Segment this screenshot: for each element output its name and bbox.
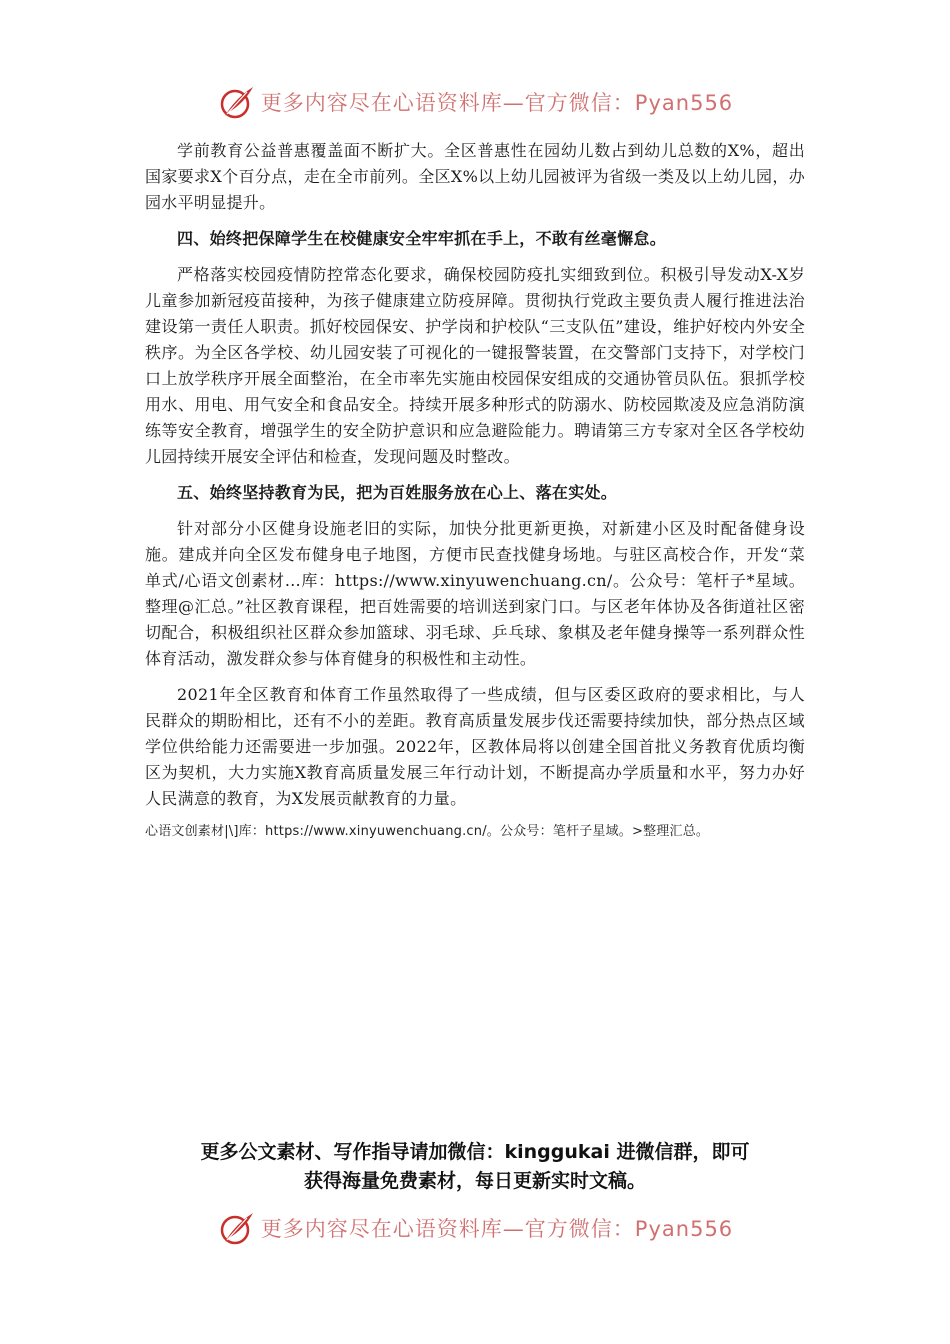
quill-logo-icon [217, 1208, 257, 1248]
paragraph-safety: 严格落实校园疫情防控常态化要求，确保校园防疫扎实细致到位。积极引导发动X-X岁儿童参加新冠疫苗接种，为孩子健康建立防疫屏障。贯彻执行党政主要负责人履行推进法治建设第一责任人职责。抓好校园保安、护学岗和护校队“三支队伍”建设，维护好校内外安全秩序。为全区各学校、幼儿园安装了可视化的一键报警装置，在交警部门支持下，对学校门口上放学秩序开展全面整治，在全市率先实施由校园保安组成的交通协管员队伍。狠抓学校用水、用电、用气安全和食品安全。持续开展多种形式的防溺水、防校园欺凌及应急消防演练等安全教育，增强学生的安全防护意识和应急避险能力。聘请第三方专家对全区各学校幼儿园持续开展安全评估和检查，发现问题及时整改。 [145, 265, 805, 466]
paragraph-summary: 2021年全区教育和体育工作虽然取得了一些成绩，但与区委区政府的要求相比，与人民群众的期盼相比，还有不小的差距。教育高质量发展步伐还需要持续加快，部分热点区域学位供给能力还需要进一步加强。2022年，区教体局将以创建全国首批义务教育优质均衡区为契机，大力实施X教育高质量发展三年行动计划，不断提高办学质量和水平，努力办好人民满意的教育，为X发展贡献教育的力量。 [145, 685, 805, 808]
section-heading-5: 五、始终坚持教育为民，把为百姓服务放在心上、落在实处。 [177, 483, 618, 502]
promo-line-1: 更多公文素材、写作指导请加微信：kinggukai 进微信群，即可 [200, 1141, 750, 1163]
promo-line-2: 获得海量免费素材，每日更新实时文稿。 [303, 1170, 646, 1192]
header-banner [0, 80, 950, 124]
footer-banner [0, 1206, 950, 1250]
document-body [145, 138, 805, 842]
footer-banner-text: 更多内容尽在心语资料库—官方微信：Pyan556 [260, 1217, 734, 1241]
header-banner-text: 更多内容尽在心语资料库—官方微信：Pyan556 [260, 91, 734, 115]
paragraph-preschool: 学前教育公益普惠覆盖面不断扩大。全区普惠性在园幼儿数占到幼儿总数的X%，超出国家要求X个百分点，走在全市前列。全区X%以上幼儿园被评为省级一类及以上幼儿园，办园水平明显提升。 [145, 141, 805, 212]
paragraph-fitness: 针对部分小区健身设施老旧的实际，加快分批更新更换，对新建小区及时配备健身设施。建成并向全区发布健身电子地图，方便市民查找健身场地。与驻区高校合作，开发“菜单式/心语文创素材…库：https://www.xinyuwenchuang.cn/。公众号：笔杆子*星域。整理@汇总。”社区教育课程，把百姓需要的培训送到家门口。与区老年体协及各街道社区密切配合，积极组织社区群众参加篮球、羽毛球、乒乓球、象棋及老年健身操等一系列群众性体育活动，激发群众参与体育健身的积极性和主动性。 [145, 519, 805, 668]
section-heading-4: 四、始终把保障学生在校健康安全牢牢抓在手上，不敢有丝毫懈怠。 [177, 229, 667, 248]
source-footnote: 心语文创素材|\]库：https://www.xinyuwenchuang.cn/。公众号：笔杆子星域。>整理汇总。 [145, 824, 710, 839]
promo-block [120, 1138, 830, 1196]
quill-logo-icon [217, 82, 257, 122]
